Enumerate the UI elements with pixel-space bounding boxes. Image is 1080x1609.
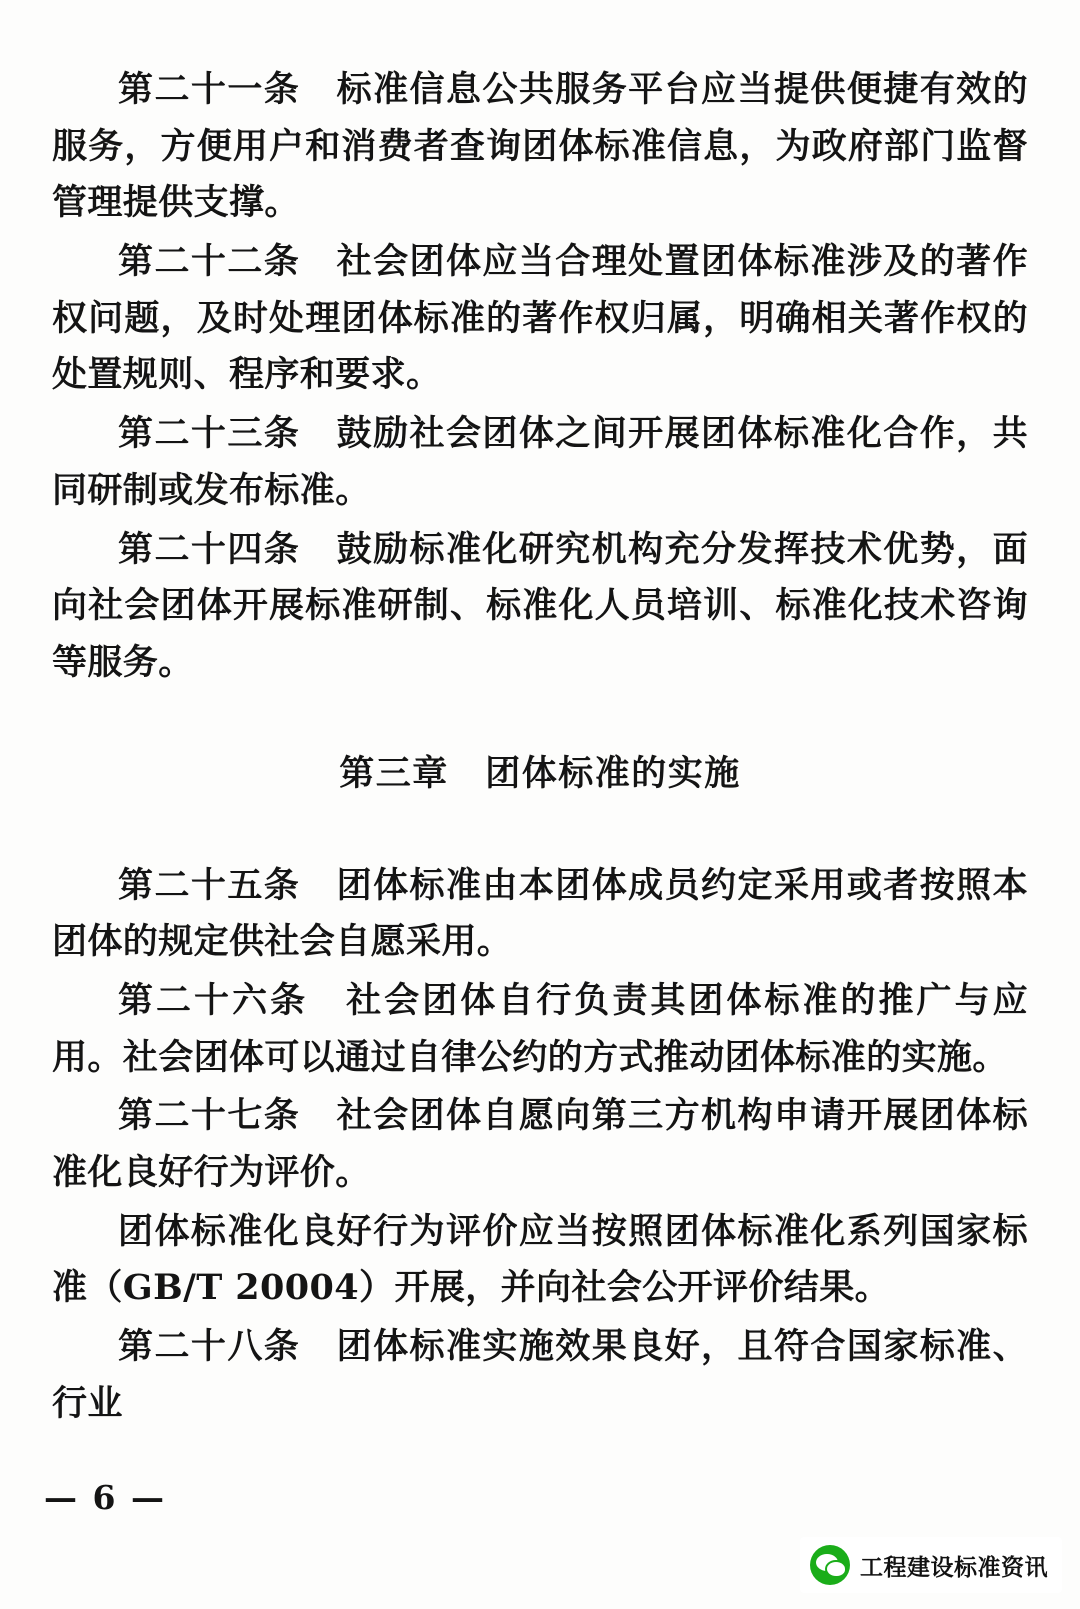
wechat-account-badge bbox=[800, 1537, 1062, 1593]
page-number: — 6 — bbox=[44, 1478, 166, 1517]
paragraph-article-25: 第二十五条 团体标准由本团体成员约定采用或者按照本团体的规定供社会自愿采用。 bbox=[52, 864, 1028, 963]
wechat-icon bbox=[810, 1545, 850, 1585]
paragraph-article-27: 第二十七条 社会团体自愿向第三方机构申请开展团体标准化良好行为评价。 bbox=[52, 1095, 1028, 1193]
chapter-heading: 第三章 团体标准的实施 bbox=[339, 752, 741, 794]
paragraph-article-23: 第二十三条 鼓励社会团体之间开展团体标准化合作，共同研制或发布标准。 bbox=[52, 413, 1028, 511]
wechat-account-name: 工程建设标准资讯 bbox=[860, 1554, 1048, 1581]
paragraph-article-28: 第二十八条 团体标准实施效果良好，且符合国家标准、行业 bbox=[52, 1326, 1028, 1424]
document-body bbox=[52, 62, 1028, 1434]
paragraph-article-26: 第二十六条 社会团体自行负责其团体标准的推广与应用。社会团体可以通过自律公约的方式推动团体标准的实施。 bbox=[52, 979, 1028, 1078]
paragraph-article-21: 第二十一条 标准信息公共服务平台应当提供便捷有效的服务，方便用户和消费者查询团体标准信息，为政府部门监督管理提供支撑。 bbox=[52, 69, 1028, 224]
paragraph-article-22: 第二十二条 社会团体应当合理处置团体标准涉及的著作权问题，及时处理团体标准的著作权归属，明确相关著作权的处置规则、程序和要求。 bbox=[52, 241, 1028, 396]
paragraph-evaluation-standard: 团体标准化良好行为评价应当按照团体标准化系列国家标准（GB/T 20004）开展，并向社会公开评价结果。 bbox=[52, 1210, 1028, 1309]
paragraph-article-24: 第二十四条 鼓励标准化研究机构充分发挥技术优势，面向社会团体开展标准研制、标准化人员培训、标准化技术咨询等服务。 bbox=[52, 528, 1028, 683]
